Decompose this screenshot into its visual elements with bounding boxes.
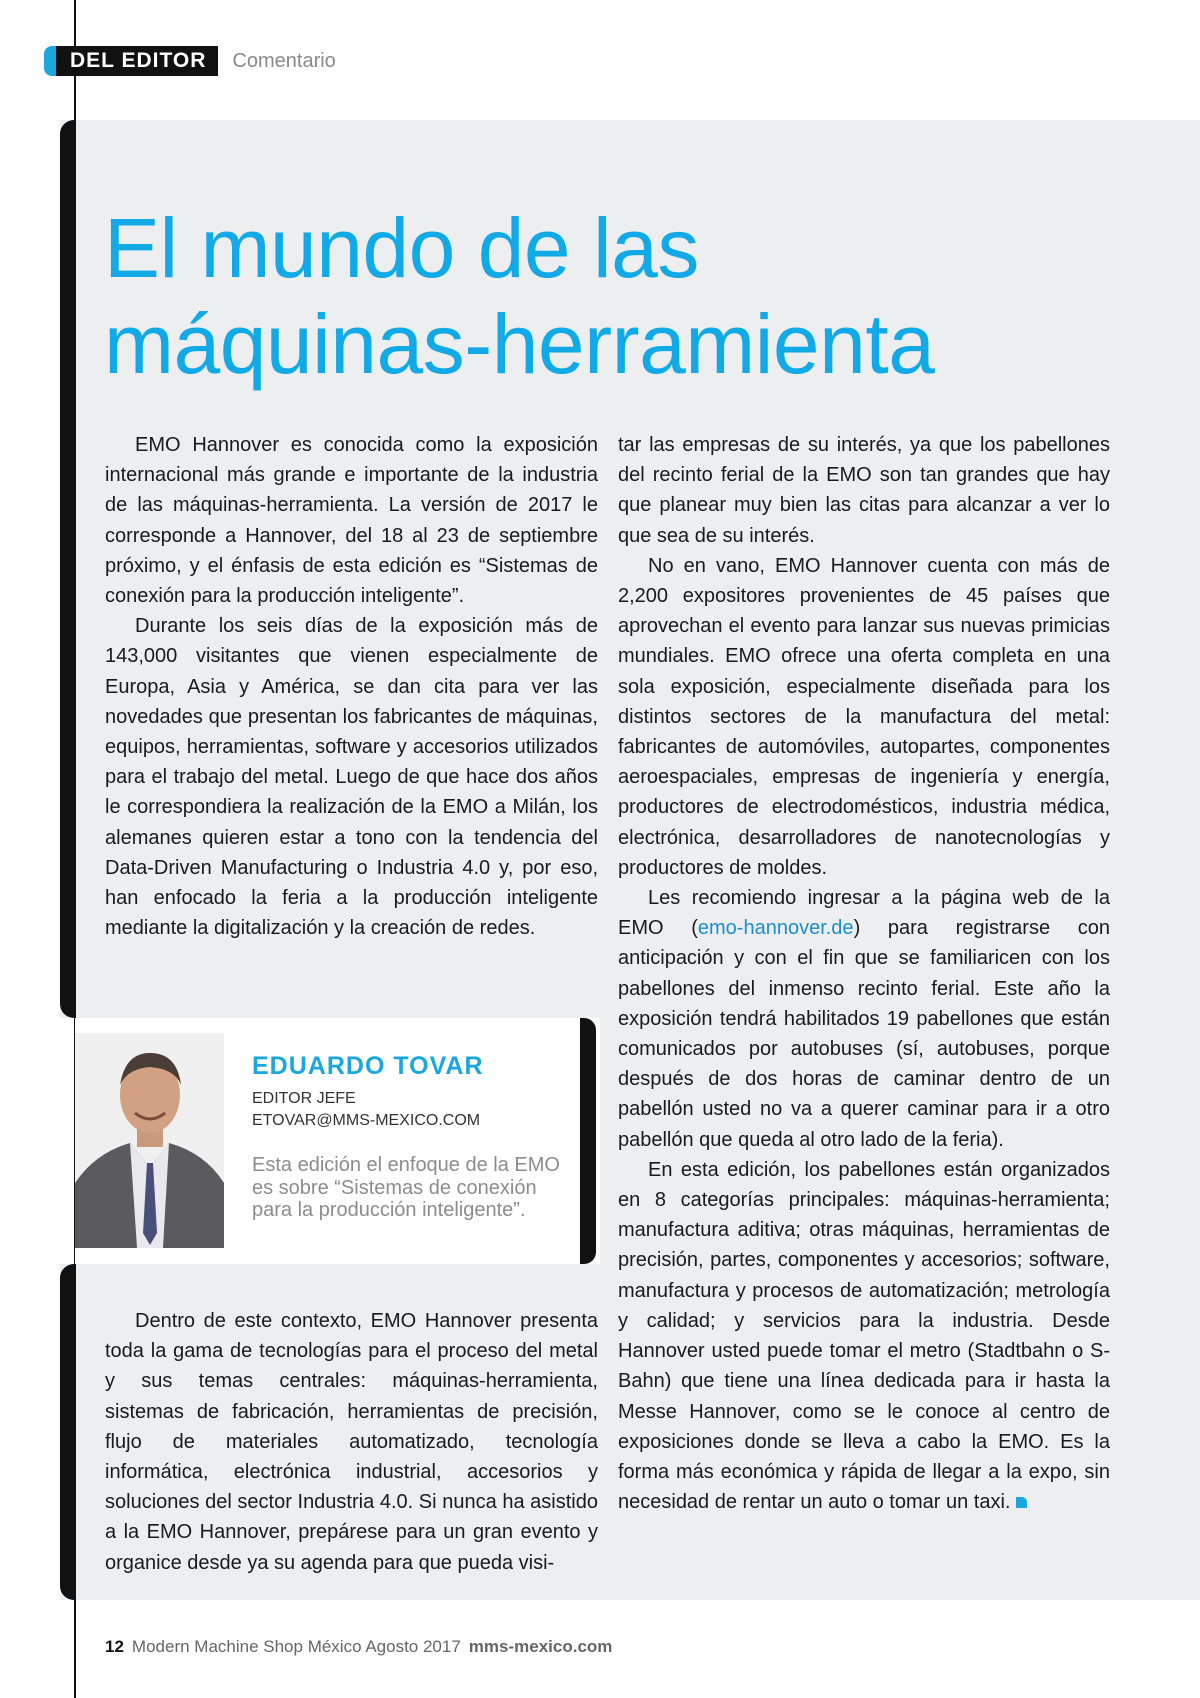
publication-name: Modern Machine Shop México Agosto 2017 xyxy=(131,1637,461,1656)
paragraph: No en vano, EMO Hannover cuenta con más de 2,200 expositores provenientes de 45 países que aprovechan el evento para lanzar sus nuevas primicias mundiales. EMO ofrece una oferta completa en una sola exposición, especialmente diseñada para los distintos sectores de la manufactura del metal: fabricantes de automóviles, autopartes, componentes aeroespaciales, empresas de ingeniería y energía, productores de electrodomésticos, industria médica, electrónica, desarrolladores de nanotecnologías y productores de moldes. xyxy=(618,554,1110,879)
publication-site: mms-mexico.com xyxy=(468,1637,613,1656)
paragraph: tar las empresas de su interés, ya que los pabellones del recinto ferial de la EMO son tan grandes que hay que planear muy bien las citas para alcanzar a ver lo que sea de su interés. xyxy=(618,434,1110,547)
author-portrait-icon xyxy=(75,1033,224,1248)
paragraph: EMO Hannover es conocida como la exposición internacional más grande e importante de la industria de las máquinas-herramienta. La versión de 2017 le corresponde a Hannover, del 18 al 23 de septiembre próximo, y el énfasis de esta edición es “Sistemas de conexión para la producción inteligente”. xyxy=(105,434,598,608)
subsection-label: Comentario xyxy=(232,49,336,72)
author-photo xyxy=(75,1033,224,1248)
paragraph: Durante los seis días de la exposición más de 143,000 visitantes que vienen especialmente de Europa, Asia y América, se dan cita para ver las novedades que presentan los fabricantes de máquinas, equipos, herramientas, software y accesorios utilizados para el trabajo del metal. Luego de que hace dos años le correspondiera la realización de la EMO a Milán, los alemanes quieren estar a tono con la tendencia del Data-Driven Manufacturing o Industria 4.0 y, por eso, han enfocado la feria a la producción inteligente mediante la digitalización y la creación de redes. xyxy=(105,615,598,940)
paragraph xyxy=(618,883,1110,1155)
title-line-2: máquinas-herramienta xyxy=(104,297,935,391)
article-title xyxy=(104,200,1164,392)
page-footer xyxy=(105,1637,612,1657)
column-right xyxy=(618,430,1110,1517)
author-name: EDUARDO TOVAR xyxy=(252,1052,484,1080)
paragraph-text: ) para registrarse con anticipación y con el fin que se familiaricen con los pabellones del inmenso recinto ferial. Este año la exposición tendrá habilitados 19 pabellones que están comunicados por autobuses (sí, autobuses, porque después de dos horas de caminar dentro de un pabellón usted no va a querer caminar para ir a otro pabellón que queda al otro lado de la feria). xyxy=(618,917,1110,1151)
author-quote: Esta edición el enfoque de la EMO es sobre “Sistemas de conexión para la producción inteligente”. xyxy=(252,1154,560,1221)
paragraph-text: Les recomiendo ingresar a la página web de la EMO ( xyxy=(618,887,1110,940)
paragraph-text: En esta edición, los pabellones están organizados en 8 categorías principales: máquinas-herramienta; manufactura aditiva; otras máquinas, herramientas de precisión, partes, componentes y accesorios; software, manufactura y procesos de automatización; metrología y calidad; y servicios para la industria. Desde Hannover usted puede tomar el metro (Stadtbahn o S-Bahn) que tiene una línea dedicada para ir hasta la Messe Hannover, como se le conoce al centro de exposiciones donde se lleva a cabo la EMO. Es la forma más económica y rápida de llegar a la expo, sin necesidad de rentar un auto o tomar un taxi. xyxy=(618,1158,1110,1514)
page-number: 12 xyxy=(105,1637,124,1656)
panel-left-bar-bottom xyxy=(60,1264,76,1600)
section-label: DEL EDITOR xyxy=(56,46,218,76)
column-left-bottom xyxy=(105,1306,598,1578)
paragraph: Dentro de este contexto, EMO Hannover presenta toda la gama de tecnologías para el proceso del metal y sus temas centrales: máquinas-herramienta, sistemas de fabricación, herramientas de precisión, flujo de materiales automatizado, tecnología informática, electrónica industrial, accesorios y soluciones del sector Industria 4.0. Si nunca ha asistido a la EMO Hannover, prepárese para un gran evento y organice desde ya su agenda para que pueda visi- xyxy=(105,1310,598,1574)
end-of-article-icon xyxy=(1016,1497,1027,1508)
author-email: ETOVAR@MMS-MEXICO.COM xyxy=(252,1112,481,1129)
author-role: EDITOR JEFE xyxy=(252,1090,356,1107)
column-left-top xyxy=(105,430,598,943)
panel-left-bar-top xyxy=(60,120,76,1018)
paragraph xyxy=(618,1155,1110,1517)
author-box-right-bar xyxy=(580,1018,596,1264)
title-line-1: El mundo de las xyxy=(104,201,699,295)
emo-website-link[interactable]: emo-hannover.de xyxy=(697,917,854,940)
section-header xyxy=(44,46,336,76)
